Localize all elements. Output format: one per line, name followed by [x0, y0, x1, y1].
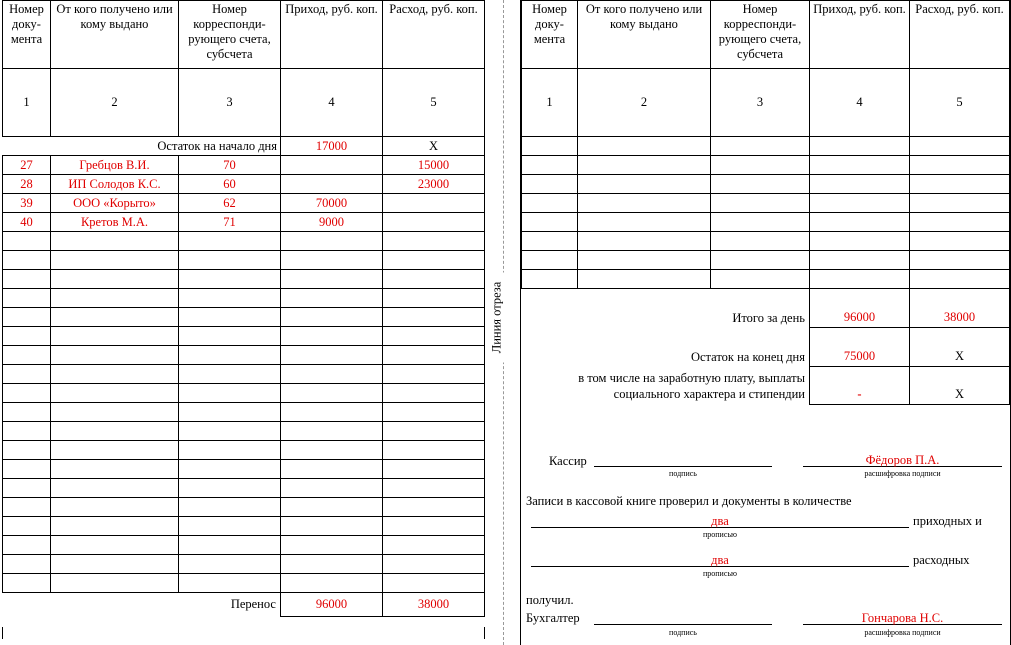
empty-cell: [51, 384, 179, 403]
empty-cell: [522, 270, 578, 289]
empty-cell: [3, 270, 51, 289]
empty-cell: [3, 536, 51, 555]
empty-cell: [179, 441, 281, 460]
column-number: 2: [51, 69, 179, 137]
empty-cell: [281, 536, 383, 555]
empty-cell: [281, 365, 383, 384]
empty-cell: [383, 498, 485, 517]
empty-cell: [910, 156, 1010, 175]
empty-cell: [910, 194, 1010, 213]
empty-cell: [179, 289, 281, 308]
table-row: [3, 194, 485, 213]
empty-cell: [3, 327, 51, 346]
empty-cell: [3, 460, 51, 479]
entry-expense-cell: [383, 213, 485, 232]
cashier-signature-line: [594, 466, 772, 467]
empty-row: [522, 232, 1010, 251]
income-count: два: [711, 514, 729, 528]
empty-cell: [3, 479, 51, 498]
total-income: 96000: [810, 289, 910, 328]
empty-cell: [383, 365, 485, 384]
cut-line-label: Линия отреза: [490, 273, 505, 363]
left-cash-table: [2, 0, 485, 617]
empty-cell: [522, 137, 578, 156]
salary-label-line-1: в том числе на заработную плату, выплаты: [578, 370, 805, 385]
empty-cell: [281, 346, 383, 365]
empty-row: [3, 574, 485, 593]
empty-cell: [711, 232, 810, 251]
empty-cell: [810, 137, 910, 156]
empty-cell: [51, 517, 179, 536]
empty-cell: [51, 422, 179, 441]
expense-count-caption: прописью: [702, 569, 738, 578]
empty-cell: [711, 175, 810, 194]
empty-row: [3, 422, 485, 441]
empty-cell: [281, 574, 383, 593]
carry-forward-row: [3, 593, 485, 617]
total-row: [522, 289, 1010, 328]
empty-cell: [3, 422, 51, 441]
empty-cell: [711, 194, 810, 213]
empty-cell: [179, 327, 281, 346]
salary-label: [522, 367, 810, 405]
empty-row: [3, 308, 485, 327]
empty-cell: [810, 232, 910, 251]
empty-cell: [3, 289, 51, 308]
closing-balance-expense: Х: [910, 328, 1010, 367]
expense-count: два: [711, 553, 729, 567]
empty-cell: [51, 403, 179, 422]
col-header-income: Приход, руб. коп.: [281, 1, 383, 69]
empty-cell: [51, 308, 179, 327]
empty-cell: [578, 251, 711, 270]
empty-row: [522, 270, 1010, 289]
right-margin-mark: [484, 627, 486, 639]
accountant-signature-line: [594, 624, 772, 625]
opening-balance-row: [3, 137, 485, 156]
empty-cell: [51, 498, 179, 517]
empty-cell: [179, 346, 281, 365]
entry-account-cell: 62: [179, 194, 281, 213]
entry-income-cell: [281, 175, 383, 194]
empty-row: [3, 232, 485, 251]
header-row: [522, 1, 1010, 69]
empty-cell: [810, 251, 910, 270]
empty-cell: [179, 574, 281, 593]
empty-cell: [578, 194, 711, 213]
empty-cell: [522, 156, 578, 175]
salary-expense: Х: [910, 367, 1010, 405]
empty-row: [522, 175, 1010, 194]
entry-expense-cell: 23000: [383, 175, 485, 194]
empty-cell: [383, 479, 485, 498]
col-header-account: Номер корреспонди-рующего счета, субсчета: [179, 1, 281, 69]
empty-cell: [383, 555, 485, 574]
opening-balance-income: 17000: [281, 137, 383, 156]
empty-cell: [3, 365, 51, 384]
entry-account-cell: 71: [179, 213, 281, 232]
empty-cell: [578, 232, 711, 251]
entry-name-cell: ООО «Корыто»: [51, 194, 179, 213]
column-number: 2: [578, 69, 711, 137]
opening-balance-expense: Х: [383, 137, 485, 156]
empty-cell: [910, 270, 1010, 289]
empty-cell: [578, 213, 711, 232]
entry-num-cell: 27: [3, 156, 51, 175]
empty-cell: [522, 194, 578, 213]
column-number: 3: [179, 69, 281, 137]
col-header-from-whom: От кого получено или кому выдано: [51, 1, 179, 69]
empty-cell: [383, 517, 485, 536]
empty-cell: [711, 251, 810, 270]
empty-cell: [281, 232, 383, 251]
table-row: [3, 213, 485, 232]
empty-cell: [51, 346, 179, 365]
empty-cell: [51, 479, 179, 498]
table-row: [3, 175, 485, 194]
empty-cell: [281, 308, 383, 327]
empty-cell: [51, 365, 179, 384]
empty-cell: [281, 479, 383, 498]
carry-forward-label: Перенос: [230, 597, 276, 612]
entry-expense-cell: [383, 194, 485, 213]
empty-row: [3, 403, 485, 422]
col-header-income: Приход, руб. коп.: [810, 1, 910, 69]
opening-balance-label: Остаток на начало дня: [3, 137, 281, 156]
empty-cell: [179, 403, 281, 422]
empty-cell: [179, 422, 281, 441]
empty-cell: [522, 175, 578, 194]
table-row: [3, 156, 485, 175]
empty-cell: [383, 327, 485, 346]
empty-cell: [51, 327, 179, 346]
cashier-label: Кассир: [549, 454, 587, 468]
header-row: [3, 1, 485, 69]
col-header-expense: Расход, руб. коп.: [910, 1, 1010, 69]
empty-row: [3, 384, 485, 403]
empty-cell: [179, 270, 281, 289]
empty-cell: [910, 251, 1010, 270]
empty-cell: [383, 384, 485, 403]
empty-cell: [51, 289, 179, 308]
empty-cell: [179, 251, 281, 270]
empty-row: [3, 289, 485, 308]
entry-name-cell: ИП Солодов К.С.: [51, 175, 179, 194]
cashier-name: Фёдоров П.А.: [865, 453, 940, 467]
empty-cell: [578, 137, 711, 156]
income-count-caption: прописью: [702, 530, 738, 539]
cut-line-label-box: [482, 281, 508, 354]
accountant-label: Бухгалтер: [526, 611, 580, 625]
empty-cell: [179, 308, 281, 327]
empty-row: [3, 460, 485, 479]
empty-cell: [3, 232, 51, 251]
empty-cell: [810, 270, 910, 289]
empty-cell: [383, 346, 485, 365]
empty-row: [3, 270, 485, 289]
empty-cell: [383, 308, 485, 327]
column-number: 1: [3, 69, 51, 137]
empty-cell: [51, 555, 179, 574]
column-number: 5: [383, 69, 485, 137]
column-number-row: [522, 69, 1010, 137]
empty-cell: [3, 574, 51, 593]
empty-cell: [711, 137, 810, 156]
empty-row: [3, 479, 485, 498]
empty-cell: [51, 232, 179, 251]
empty-row: [3, 536, 485, 555]
empty-cell: [179, 555, 281, 574]
closing-balance-income: 75000: [810, 328, 910, 367]
empty-row: [3, 251, 485, 270]
empty-cell: [281, 555, 383, 574]
empty-cell: [711, 213, 810, 232]
empty-row: [3, 441, 485, 460]
entry-num-cell: 39: [3, 194, 51, 213]
empty-cell: [383, 460, 485, 479]
empty-cell: [179, 498, 281, 517]
empty-cell: [3, 555, 51, 574]
carry-forward-expense: 38000: [383, 593, 485, 617]
empty-cell: [810, 156, 910, 175]
empty-cell: [383, 574, 485, 593]
empty-row: [3, 346, 485, 365]
column-number: 1: [522, 69, 578, 137]
empty-row: [522, 213, 1010, 232]
empty-cell: [383, 422, 485, 441]
accountant-decoding-caption: расшифровка подписи: [864, 628, 941, 637]
empty-row: [522, 137, 1010, 156]
empty-cell: [51, 536, 179, 555]
column-number-row: [3, 69, 485, 137]
entry-account-cell: 70: [179, 156, 281, 175]
empty-cell: [281, 270, 383, 289]
closing-balance-label: Остаток на конец дня: [690, 349, 805, 364]
empty-cell: [179, 517, 281, 536]
empty-cell: [281, 498, 383, 517]
col-header-from-whom: От кого получено или кому выдано: [578, 1, 711, 69]
empty-cell: [522, 232, 578, 251]
empty-cell: [3, 403, 51, 422]
empty-cell: [3, 384, 51, 403]
empty-cell: [281, 289, 383, 308]
empty-cell: [383, 441, 485, 460]
empty-cell: [51, 441, 179, 460]
empty-cell: [179, 536, 281, 555]
income-docs-label: приходных и: [913, 514, 982, 528]
empty-row: [3, 327, 485, 346]
empty-cell: [281, 251, 383, 270]
empty-cell: [51, 251, 179, 270]
empty-cell: [3, 308, 51, 327]
empty-cell: [51, 460, 179, 479]
empty-cell: [281, 403, 383, 422]
empty-cell: [281, 327, 383, 346]
empty-row: [3, 555, 485, 574]
entry-income-cell: 70000: [281, 194, 383, 213]
column-number: 4: [810, 69, 910, 137]
empty-row: [3, 365, 485, 384]
empty-cell: [578, 270, 711, 289]
col-header-expense: Расход, руб. коп.: [383, 1, 485, 69]
empty-cell: [3, 498, 51, 517]
column-number: 3: [711, 69, 810, 137]
empty-row: [3, 498, 485, 517]
empty-cell: [711, 270, 810, 289]
empty-cell: [383, 536, 485, 555]
empty-cell: [179, 384, 281, 403]
cashier-decoding-caption: расшифровка подписи: [864, 469, 941, 478]
empty-cell: [711, 156, 810, 175]
entry-income-cell: 9000: [281, 213, 383, 232]
empty-cell: [3, 517, 51, 536]
empty-cell: [281, 441, 383, 460]
right-cash-table: [521, 0, 1010, 405]
total-expense: 38000: [910, 289, 1010, 328]
empty-cell: [383, 289, 485, 308]
empty-cell: [51, 574, 179, 593]
check-text: Записи в кассовой книге проверил и документы в количестве: [526, 494, 852, 508]
empty-cell: [383, 232, 485, 251]
empty-cell: [383, 270, 485, 289]
empty-row: [522, 194, 1010, 213]
entry-name-cell: Гребцов В.И.: [51, 156, 179, 175]
col-header-doc-number: Номер доку-мента: [3, 1, 51, 69]
salary-row: [522, 367, 1010, 405]
column-number: 4: [281, 69, 383, 137]
empty-cell: [383, 403, 485, 422]
empty-cell: [179, 365, 281, 384]
empty-cell: [51, 270, 179, 289]
empty-row: [3, 517, 485, 536]
empty-cell: [810, 175, 910, 194]
empty-row: [522, 251, 1010, 270]
empty-cell: [810, 213, 910, 232]
cashier-signature-caption: подпись: [669, 469, 697, 478]
empty-cell: [910, 175, 1010, 194]
col-header-doc-number: Номер доку-мента: [522, 1, 578, 69]
empty-cell: [3, 441, 51, 460]
empty-cell: [522, 251, 578, 270]
received-label: получил.: [526, 593, 574, 607]
col-header-account: Номер корреспонди-рующего счета, субсчета: [711, 1, 810, 69]
expense-docs-label: расходных: [913, 553, 970, 567]
empty-cell: [3, 251, 51, 270]
empty-cell: [281, 384, 383, 403]
empty-cell: [179, 460, 281, 479]
entry-account-cell: 60: [179, 175, 281, 194]
accountant-signature-caption: подпись: [669, 628, 697, 637]
empty-cell: [179, 479, 281, 498]
accountant-name: Гончарова Н.С.: [861, 611, 944, 625]
empty-cell: [910, 213, 1010, 232]
empty-cell: [522, 213, 578, 232]
empty-cell: [578, 156, 711, 175]
carry-forward-income: 96000: [281, 593, 383, 617]
salary-income: -: [810, 367, 910, 405]
entry-expense-cell: 15000: [383, 156, 485, 175]
empty-row: [522, 156, 1010, 175]
empty-cell: [281, 517, 383, 536]
column-number: 5: [910, 69, 1010, 137]
total-label: Итого за день: [522, 289, 810, 328]
empty-cell: [281, 422, 383, 441]
entry-name-cell: Кретов М.А.: [51, 213, 179, 232]
closing-balance-row: [522, 328, 1010, 367]
empty-cell: [281, 460, 383, 479]
empty-cell: [810, 194, 910, 213]
empty-cell: [578, 175, 711, 194]
empty-cell: [383, 251, 485, 270]
salary-label-line-2: социального характера и стипендии: [613, 386, 805, 401]
empty-cell: [910, 232, 1010, 251]
entry-num-cell: 40: [3, 213, 51, 232]
empty-cell: [910, 137, 1010, 156]
left-margin-mark: [2, 627, 4, 639]
empty-cell: [3, 346, 51, 365]
entry-num-cell: 28: [3, 175, 51, 194]
empty-cell: [179, 232, 281, 251]
entry-income-cell: [281, 156, 383, 175]
